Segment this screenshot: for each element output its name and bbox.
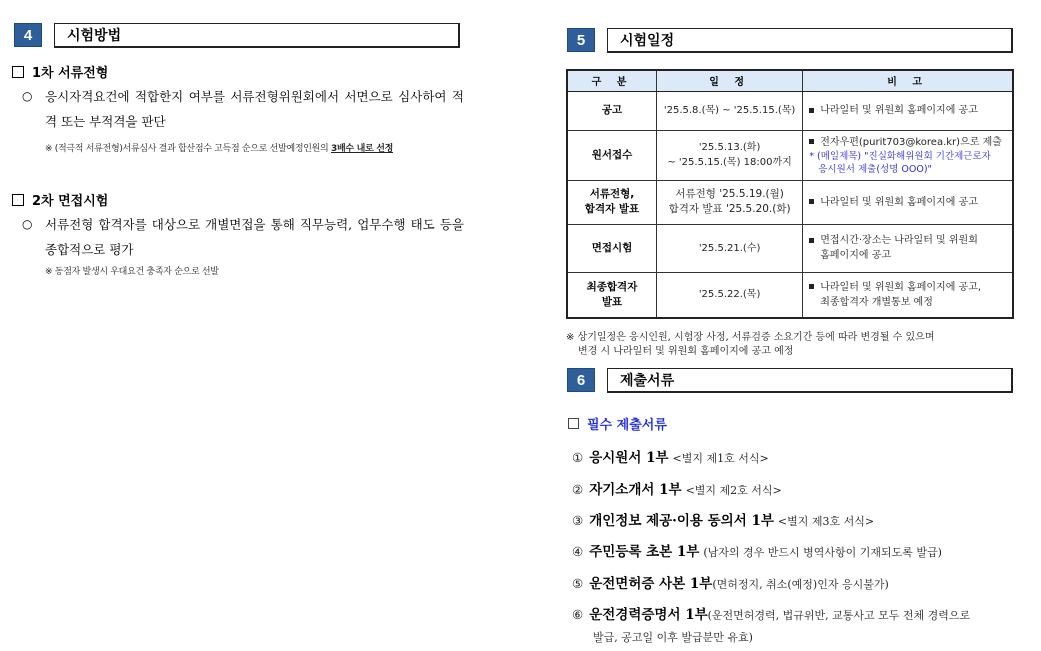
stage2-note: ※ 동점자 발생시 우대요건 충족자 순으로 선발 (45, 267, 219, 277)
row-date (656, 180, 802, 224)
row-remarks (803, 180, 1013, 224)
item-detail: <별지 제2호 서식> (685, 484, 782, 497)
row-date (656, 130, 802, 180)
right-column (560, 0, 1041, 651)
remark-text: 나라일터 및 위원회 홈페이지에 공고, (820, 281, 982, 293)
row-category: 원서접수 (567, 130, 656, 180)
circle-bullet-icon: ○ (22, 89, 33, 103)
stage1-note-text: ※ (적극적 서류전형)서류심사 결과 합산점수 고득점 순으로 선발예정인원의 (45, 144, 331, 154)
section-title: 제출서류 (607, 368, 1013, 393)
row-category (567, 272, 656, 318)
document-item (572, 510, 1022, 533)
item-detail: <별지 제3호 서식> (777, 515, 875, 528)
section-title: 시험일정 (607, 28, 1013, 53)
remark-text: 면접시간·장소는 나라일터 및 위원회 (820, 235, 978, 246)
item-detail: (면허정지, 취소(예정)인자 응시불가) (712, 578, 889, 591)
item-number: ① (572, 450, 584, 465)
item-detail: (남자의 경우 반드시 병역사항이 기재되도록 발급) (703, 546, 942, 559)
item-number: ⑥ (572, 607, 584, 622)
item-name: 자기소개서 1부 (589, 482, 682, 498)
item-name: 응시원서 1부 (589, 450, 669, 466)
row-date: '25.5.8.(목) ~ '25.5.15.(목) (656, 91, 802, 130)
checkbox-square-icon (568, 418, 579, 429)
section-6-header (567, 367, 1013, 393)
item-name: 운전면허증 사본 1부 (589, 576, 713, 592)
stage1-description (22, 84, 464, 134)
email-subject-note (809, 150, 1012, 176)
category-line: 발표 (601, 295, 623, 308)
item-number: ③ (572, 513, 584, 528)
square-bullet-icon (809, 199, 814, 204)
table-row (567, 272, 1013, 318)
stage2-heading (12, 190, 108, 209)
email-subject-line: 응시원서 제출(성명 OOO)" (818, 163, 932, 175)
row-remarks (803, 130, 1013, 180)
item-name: 주민등록 초본 1부 (589, 544, 700, 560)
section-number-badge: 4 (14, 23, 42, 47)
document-item (572, 541, 1022, 564)
schedule-note-line: 변경 시 나라일터 및 위원회 홈페이지에 공고 예정 (578, 346, 794, 357)
schedule-table (566, 69, 1014, 319)
stage1-note-emphasis: 3배수 내로 선정 (330, 144, 393, 154)
section-title: 시험방법 (54, 23, 460, 48)
checkbox-square-icon (12, 194, 24, 206)
category-line: 서류전형, (589, 188, 635, 200)
header-remarks: 비 고 (803, 70, 1013, 91)
item-detail: <별지 제1호 서식> (672, 452, 769, 465)
circle-bullet-icon: ○ (22, 217, 33, 231)
document-item (572, 447, 1022, 470)
row-category (567, 180, 656, 224)
document-item (572, 604, 1022, 649)
header-date: 일 정 (656, 70, 802, 91)
section-number-badge: 5 (567, 28, 595, 52)
row-remarks (803, 272, 1013, 318)
item-detail: (운전면허경력, 법규위반, 교통사고 모두 전체 경력으로 (707, 609, 971, 622)
item-number: ⑤ (572, 576, 584, 591)
table-row (567, 91, 1013, 130)
category-line: 합격자 발표 (584, 203, 640, 215)
checkbox-square-icon (12, 66, 24, 78)
left-column (0, 0, 490, 651)
remark-text: 전자우편(purit703@korea.kr)으로 제출 (820, 136, 1002, 148)
square-bullet-icon (809, 284, 814, 289)
stage1-note (45, 141, 393, 154)
stage2-description (22, 212, 464, 262)
date-line: '25.5.13.(화) (698, 142, 761, 153)
section-number-badge: 6 (567, 368, 595, 392)
square-bullet-icon (809, 238, 814, 243)
section-5-header (567, 27, 1013, 53)
item-name: 개인정보 제공·이용 동의서 1부 (589, 513, 774, 529)
row-remarks (803, 91, 1013, 130)
table-row (567, 224, 1013, 272)
remark-text: 나라일터 및 위원회 홈페이지에 공고 (820, 105, 978, 116)
document-item (572, 479, 1022, 502)
remark-text: 홈페이지에 공고 (820, 250, 892, 261)
row-category: 면접시험 (567, 224, 656, 272)
section-4-header (14, 22, 460, 48)
table-header-row (567, 70, 1013, 91)
square-bullet-icon (809, 108, 814, 113)
date-line: ~ '25.5.15.(목) 18:00까지 (667, 157, 792, 168)
row-remarks (803, 224, 1013, 272)
date-line: 서류전형 '25.5.19.(월) (675, 188, 784, 200)
stage2-text: 서류전형 합격자를 대상으로 개별면접을 통해 직무능력, 업무수행 태도 등을 종합적으로 평가 (45, 217, 464, 257)
stage1-heading (12, 62, 108, 81)
schedule-note (566, 331, 1016, 359)
square-bullet-icon (809, 139, 814, 144)
date-line: 합격자 발표 '25.5.20.(화) (668, 203, 791, 215)
email-subject-line: * (메일제목) "진실화해위원회 기간제근로자 (809, 150, 991, 162)
stage1-text: 응시자격요건에 적합한지 여부를 서류전형위원회에서 서면으로 심사하여 적격 또는 부적격을 판단 (45, 89, 464, 129)
document-item (572, 573, 1022, 596)
row-category: 공고 (567, 91, 656, 130)
stage1-heading-text: 1차 서류전형 (32, 66, 109, 81)
required-docs-heading-text: 필수 제출서류 (587, 418, 667, 433)
item-number: ④ (572, 544, 584, 559)
stage2-heading-text: 2차 면접시험 (32, 194, 109, 209)
table-row (567, 180, 1013, 224)
header-category: 구 분 (567, 70, 656, 91)
category-line: 최종합격자 (586, 280, 638, 293)
required-docs-heading (568, 414, 667, 433)
row-date: '25.5.21.(수) (656, 224, 802, 272)
row-date: '25.5.22.(목) (656, 272, 802, 318)
remark-text: 최종합격자 개별통보 예정 (820, 296, 933, 308)
remark-text: 나라일터 및 위원회 홈페이지에 공고 (820, 196, 978, 208)
item-number: ② (572, 482, 584, 497)
schedule-note-line: ※ 상기일정은 응시인원, 시험장 사정, 서류검증 소요기간 등에 따라 변경될 수 있으며 (566, 332, 935, 343)
table-row (567, 130, 1013, 180)
item-name: 운전경력증명서 1부 (589, 607, 708, 623)
item-detail-continued: 발급, 공고일 이후 발급분만 유효) (593, 631, 753, 644)
